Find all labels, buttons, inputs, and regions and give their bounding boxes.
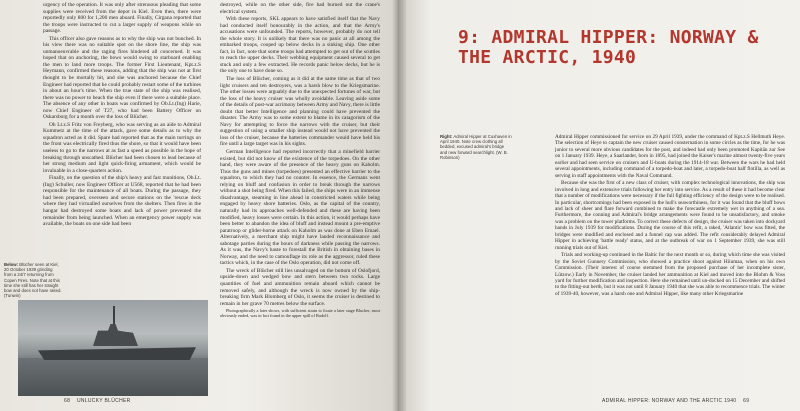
- page-number: 69: [743, 398, 750, 404]
- left-footer: [64, 398, 131, 404]
- paragraph: Admiral Hipper commissioned for service on 29 April 1939, under the command of Kpt.z.S Hellmuth Heye. The selection of Heye to captain the new cruiser caused consternation in some circles as the time, for he was junior to several more obvious candidates for the post, and indeed had only been promoted Kapitän zur See on 1 January 1939. Heye, a Saarlander, born in 1895, had joined the Kaiser's marine almost twenty-five years earlier and had seen service on cruisers and U-boats during the 1914-18 war. Between the wars he had held several appointments, including command of a torpedo-boat and later, a torpedo-boat half flotilla, as well as serving in staff appointments with the Naval Command.: [555, 134, 785, 179]
- running-head: ADMIRAL HIPPER: NORWAY AND THE ARCTIC 1940: [602, 398, 737, 404]
- left-page: [0, 0, 398, 411]
- bottom-note: Photographically a later shows, with sufficient strain to fixate a later stage Blucher, most obviously ended, was in fact found in the upper spill of Rudolf.: [220, 308, 380, 319]
- paragraph: Trials and working-up continued in the Baltic for the next month or so, during which time she was visited by the Soviet Gunnery Commission, who showed a practice shoot against Hiiumaa, when on his own Commission. (Their interest of course stemmed from the proposed purchase of her incomplete sister, Lützow.) Early in November, the cruiser landed her ammunition at Kiel and moved into the Blohm & Voss yard for further modification and inspection. Here she remained until un-docked on 15 December and shifted to the fitting-out berth, but it was not until 8 January 1940 that she was able to recommence trials. The winter of 1939-40, however, was a harsh one and Admiral Hipper, like many other Kriegsmarine: [555, 252, 785, 297]
- book-gutter: [392, 0, 406, 411]
- paragraph: The loss of Blücher, coming as it did at the same time as that of two light cruisers and ten destroyers, was a harsh blow to the Kriegsmarine. The other losses were arguably due to the unexpected fortunes of war, but the loss of the heavy cruiser was wholly avoidable. Leaving aside some of the details of post-war acrimony between Army and Navy, there is little doubt that better Intelligence and planning could have prevented the disaster. The Army was to some extent to blame in its catagorism of the Navy for attempting to force the narrows with the cruiser, but their suggestion of using a smaller ship instead would not have prevented the loss of the cruiser, because the batteries commander would have held his fire until a large target was in his sights.: [220, 76, 380, 148]
- photo-hull: [38, 344, 196, 360]
- photo-sea: [18, 358, 208, 396]
- paragraph: Because she was the first of a new class of cruiser, with complex technological innovations, the ship was involved in long and extensive trials following her entry into service. As a result of these it had become clear that a number of modifications were necessary if the full fighting efficiency of the design were to be realised. In particular, shortcomings had been exposed in the hull's seaworthiness, for it was found that the bluff bows and lack of sheer and flare forward combined to make the forecastle extremely wet in anything of a sea. Furthermore, the conning and Admiral's bridge arrangements were found to be unsatisfactory, and smoke was a problem on the tower platforms. To correct these defects of design, the cruiser was taken into dockyard hands in July 1939 for modifications. During the course of this refit, a raked, 'Atlantic' bow was fitted, the bridges were modified and enclosed and a funnel cap was added. The refit considerably delayed Admiral Hipper in achieving 'battle ready' status, and at the outbreak of war on 1 September 1939, she was still running trials out of Kiel.: [555, 180, 785, 251]
- paragraph: This officer also gave reasons as to why the ship was not bunched. In his view there was no suitable spot on the shore line, the ship was unmanoeuvrable and the raging fires hindered all concerned. It was hoped that on anchoring, the bows would swing to starboard enabling the men to land more troops. The former First Lieutenant, Kpt.z.S Heymann, confirmed these reasons, adding that the ship was not at first thought to be mortally hit, and she was anchored because the Chief Engineer had reported that he could probably restart some of the turbines in about an hour's time. When the true state of the ship was realised, there was no power to beach the ship even if there were a suitable place. The absence of any other in boats was confirmed by Ob.Lt.(Ing) Harie, now Chief Engineer of T27, who had been Battery Officer on Oskarsborg for a month over the loss of Blücher.: [43, 35, 201, 121]
- blucher-photo: [18, 300, 208, 396]
- photo-superstructure: [88, 324, 138, 346]
- chapter-title: 9: ADMIRAL HIPPER: NORWAY & THE ARCTIC, 1940: [458, 27, 759, 68]
- left-page-column-2: [220, 2, 380, 320]
- right-page-text: [555, 134, 785, 298]
- running-head: UNLUCKY BLÜCHER: [76, 398, 131, 404]
- paragraph: German Intelligence had reported incorrectly that a minefield barrier existed, but did not know of the existence of the torpedoes. On the other hand, they were aware of the presence of the heavy guns on Kaholm. Thus the guns and mines (torpedoes) presented an effective barrier to the squadron, to which they had no counter. In essence, the Germans went relying on bluff and confusion in order to break through the narrows without a shot being fired. When this failed, the ships were in an immense disadvantage, steaming in line ahead in constricted waters while being engaged by heavy shore batteries. Oslo, as the capital of the country, naturally had its approaches well-defended and these are having been modified, heavy losses were certain. In this action, it would perhaps have been better to abandon the idea of bluff and instead mount a pre-emptive paratroop or glider-borne attack on Kaholm as was done at Eben Emael. Alternatively, a merchant ship might have landed reconnaissance and sabotage parties during the hours of darkness while passing the narrows. As it was, the Navy's haste to forestall the British in obtaining bases in Norway, and the need to camouflage its role as the aggressor, ruled these tactics which, in the case of the Oslo operation, did not come off.: [220, 149, 380, 267]
- caption-text: Blücher seen at Kiel, 20 October 1939 grinding from a 24/7 returning from Copen Fires. Note that at this time she still has her straight bow and does not have raked. (Tunwin): [4, 262, 62, 299]
- right-footer: [602, 398, 749, 404]
- page-number: 68: [64, 398, 71, 404]
- caption-label: Right:: [440, 134, 453, 139]
- paragraph: Oh Lt.z.S Fritz von Freyberg, who was serving as an aide to Admiral Kummetz at the time of the attack, gave some details as to why the squadron acted as it did. Spare had reported that as the main turrings on the front was electrically fired thus the shore, so that it would have been useless to go to the narrows at as fast a speed as possible in the hope of breaking through unscathed. Blücher had been chosen to lead because of her strong medium and light quick-firing armament, which would be invaluable in a close-quarters action.: [43, 121, 201, 174]
- caption-text: Admiral Hipper at Cuxhaven in April 1940. Note crew clothing all bedded, excused admiral's bridge and new forward searchlight. (W. B. Robinson): [440, 134, 512, 160]
- paragraph: urgency of the operation. It was only after strenuous pleading that some supplies were received from the depot in Kiel. Even then, there were reportedly only 800 for 1,200 men aboard. Finally, Cirgana reported that the troops were instructed to cut a larger supply of weapons while on passage.: [43, 2, 201, 35]
- paragraph: Finally, on the question of the ship's heavy and fast munitions, Ob.Lt.(Ing) Schuller, now Engineer Officer at U568, reported that he had been responsible for the maintenance of all boats. During the passage, they had been prepared, overseen and secure stations on the 'rescue deck where they had victualled ourselves from the shelters. Then fires in the hangar had destroyed some boats and lack of power prevented the remainder from being launched. When an emergency power supply was available, the boats on one side had been: [43, 175, 201, 228]
- left-page-column-1: [43, 2, 201, 229]
- right-photo-caption: [440, 134, 512, 160]
- caption-label: Below:: [4, 262, 19, 267]
- left-photo-caption: [4, 262, 62, 298]
- paragraph: With these reports, SKL appears to have satisfied itself that the Navy had conducted itself honourably in the action, and that the Army's accusations were unfounded. The reports, however, probably do not tell the whole story. It is unlikely that there was no panic at all among the embarked troops, cooped up below decks in a sinking ship. One other fact, in fact, note that some troops had attempted to get out of the scuttles to reach the upper decks. Their webbing equipment caused several to get stuck and only a few extracted. He records panic below decks, but he is the only one to have done so.: [220, 16, 380, 75]
- paragraph: The wreck of Blücher still lies unsalvaged on the bottom of Oslofjord, upside-down and wedged bow and stern between two rocks. Large quantities of fuel and ammunition remain aboard which cannot be removed safely, and although the wreck is now owned by the ship-breaking firm Mark Blomberg of Oslo, it seems the cruiser is destined to remain in her grave 70 metres below the surface.: [220, 267, 380, 307]
- paragraph: destroyed, while on the other side, fire had burned out the crane's electrical system.: [220, 2, 380, 15]
